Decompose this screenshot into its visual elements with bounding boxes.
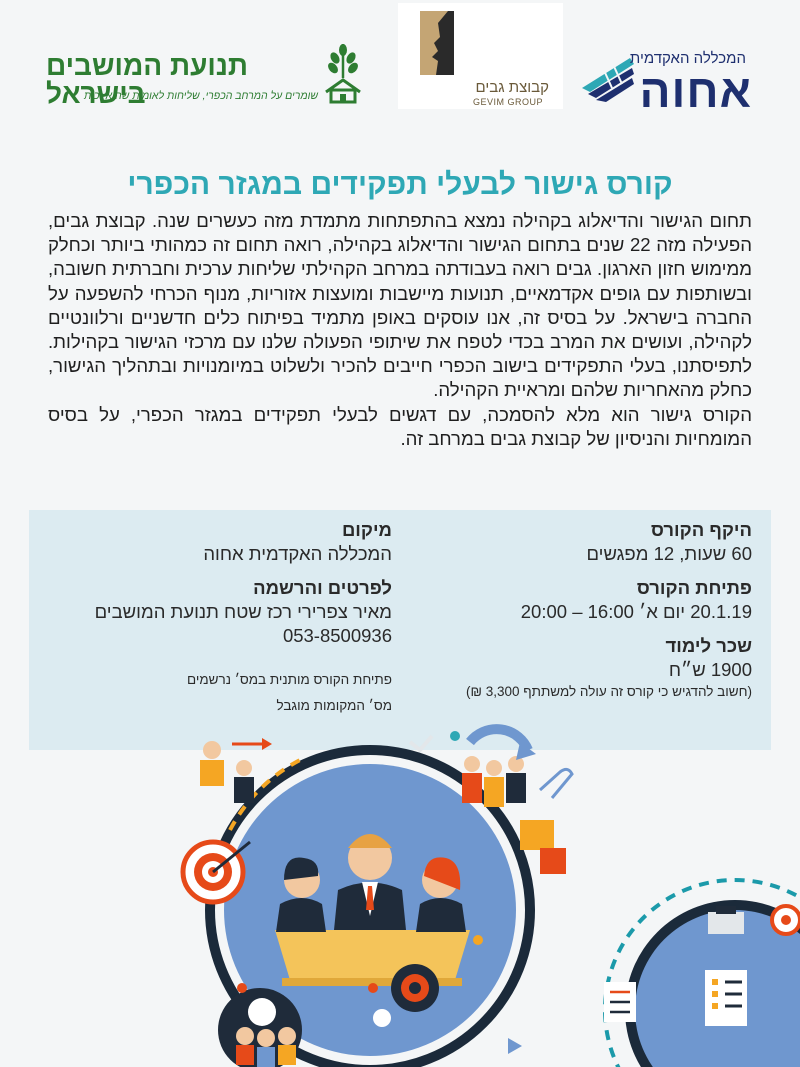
monitor-icon xyxy=(708,912,744,934)
check-icon xyxy=(410,736,432,750)
logo-bar xyxy=(0,0,800,120)
description-paragraph-1: תחום הגישור והדיאלוג בקהילה נמצא בהתפתחות מתמדת מזה כעשרים שנה. קבוצת גבים, הפעילה מזה 22 שנים בתחום הגישור והדיאלוג בקהילה, רואה תחום זה כמהותי ביותר וכחלק ממימוש חזון הארגון. גבים רואה בעבודתה במרחב הקהילתי שליחות ערכית וחברתית חשובה, ובשותפות עם גופים אקדמאיים, תנועות מיישבות ומועצות אזוריות, מנוף הכרחי להשפעה על החברה בישראל. על בסיס זה, אנו עוסקים באופן מתמיד בפיתוח כלים חדשניים ורלוונטיים לקהילה, ועושים את המרב בכדי לטפח את שיתופי הפעולה שלנו עם מרכזי הגישור בקהילות. לתפיסתנו, בעלי התפקידים בישוב הכפרי חייבים להכיר ולשלוט במיומנויות ובתהליך הגישור, כחלק מהאחריות שלהם ומראיית הקהילה. xyxy=(48,210,752,401)
puzzle-icon xyxy=(520,820,554,850)
description-paragraph-2: הקורס גישור הוא מלא להסמכה, עם דגשים לבעלי תפקידים במגזר הכפרי, על בסיס המומחיות והניסיון של קבוצת גבים במרחב זה. xyxy=(48,403,752,449)
note-registration: פתיחת הקורס מותנית במס׳ נרשמים xyxy=(186,672,392,687)
sparkle-icon xyxy=(450,731,460,741)
opening-label: פתיחת הקורס xyxy=(636,577,752,598)
course-info-box xyxy=(29,510,771,750)
paperclip-icon xyxy=(540,769,572,798)
info-column-right xyxy=(392,518,752,702)
wheat-house-icon xyxy=(320,42,366,104)
table-icon xyxy=(275,930,470,980)
ohalo-college-logo xyxy=(582,40,752,117)
document-icon xyxy=(604,982,636,1022)
contact-phone[interactable]: 053-8500936 xyxy=(282,625,392,646)
moshavim-tagline: שומרים על המרחב הכפרי, שליחות לאומית שהיא זכות xyxy=(84,90,318,102)
opening-value: 20.1.19 יום א׳ 16:00 – 20:00 xyxy=(520,601,752,622)
moshavim-movement-logo xyxy=(46,42,366,112)
contact-name: מאיר צפרירי רכז שטח תנועת המושבים xyxy=(94,601,392,622)
course-description xyxy=(48,209,752,451)
scope-label: היקף הקורס xyxy=(650,519,752,540)
ohalo-subtitle: המכללה האקדמית xyxy=(629,50,746,67)
info-column-left xyxy=(42,518,392,716)
checklist-icon xyxy=(705,970,747,1026)
location-label: מיקום xyxy=(341,519,392,540)
fee-label: שכר לימוד xyxy=(665,635,752,656)
moshavim-name: תנועת המושבים בישראל xyxy=(46,50,249,109)
small-gear-icon xyxy=(373,1009,391,1027)
scope-value: 60 שעות, 12 מפגשים xyxy=(586,543,752,564)
location-value: המכללה האקדמית אחוה xyxy=(203,543,392,564)
contact-label: לפרטים והרשמה xyxy=(253,577,392,598)
meeting-illustration xyxy=(0,720,800,1067)
people-group-right-icon xyxy=(462,756,526,807)
page-title: קורס גישור לבעלי תפקידים במגזר הכפרי xyxy=(127,168,673,201)
gevim-faces-icon xyxy=(398,3,563,83)
fee-value: 1900 ש״ח xyxy=(668,659,752,680)
fee-note: (חשוב להדגיש כי קורס זה עולה למשתתף 3,300 ₪) xyxy=(465,684,752,699)
small-target-icon xyxy=(772,906,800,934)
gear-icon xyxy=(391,964,439,1012)
gevim-group-logo xyxy=(398,3,563,109)
note-limited-seats: מס׳ המקומות מוגבל xyxy=(276,698,392,713)
ohalo-name: אחוה xyxy=(639,65,752,117)
ohalo-wing-icon xyxy=(582,58,634,102)
gevim-english-name: GEVIM GROUP xyxy=(472,97,543,107)
gevim-hebrew-name: קבוצת גבים xyxy=(475,79,549,96)
